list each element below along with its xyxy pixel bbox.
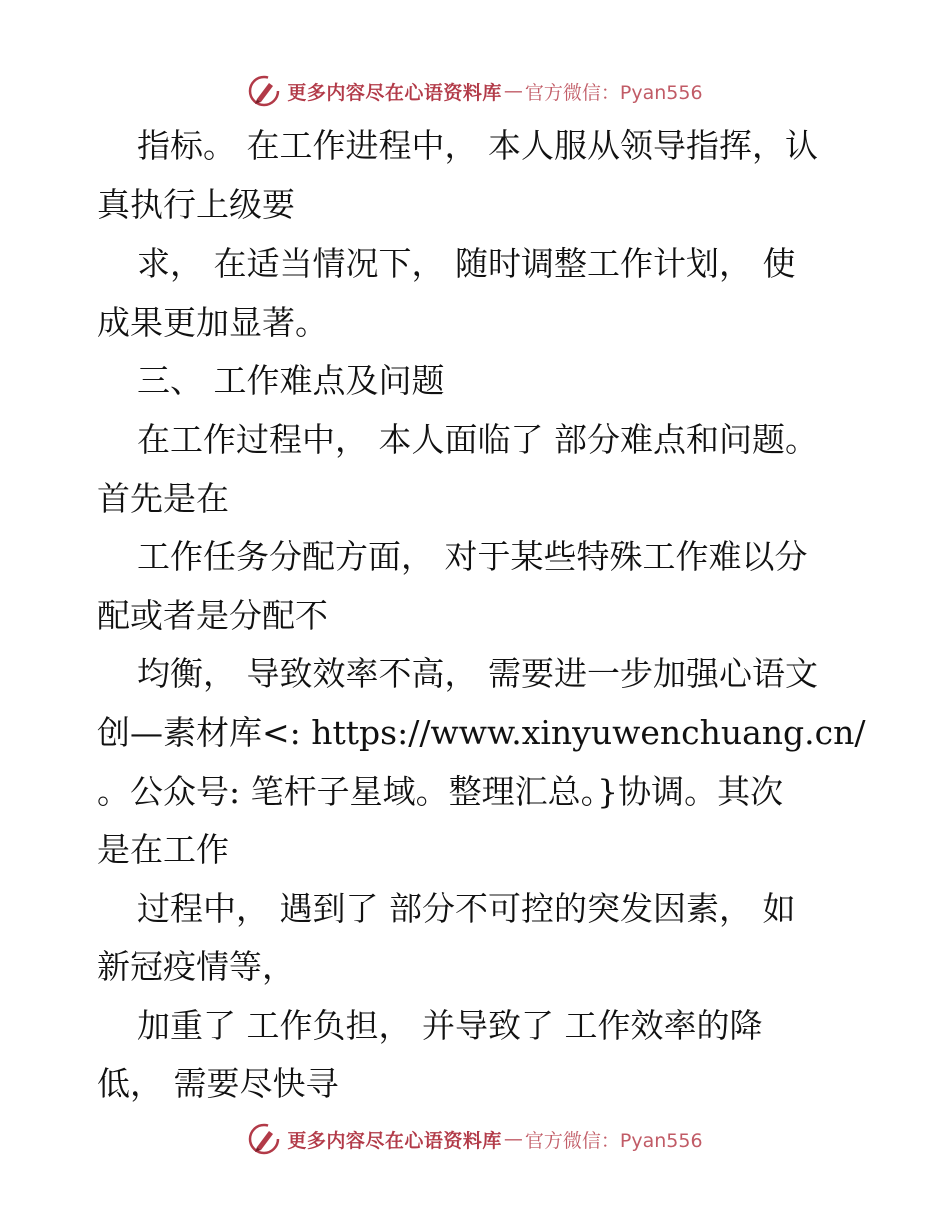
pen-nib-logo-icon xyxy=(247,1122,281,1156)
text-line: 。公众号: 笔杆子星域。整理汇总。}协调。其次 xyxy=(97,772,784,811)
section-heading: 三、 工作难点及问题 xyxy=(137,361,445,400)
text-line: 加重了 工作负担， 并导致了 工作效率的降 xyxy=(137,1006,763,1045)
text-line: 指标。 在工作进程中， 本人服从领导指挥，认 xyxy=(137,126,818,165)
text-line: 新冠疫情等， xyxy=(97,947,295,986)
text-line: 过程中， 遇到了 部分不可控的突发因素， 如 xyxy=(137,889,796,928)
text-line: 配或者是分配不 xyxy=(97,596,328,635)
banner-wechat-text: 官方微信：Pyan556 xyxy=(524,1129,703,1152)
banner-main-text: 更多内容尽在心语资料库 xyxy=(287,81,502,104)
text-line: 均衡， 导致效率不高， 需要进一步加强心语文 xyxy=(137,654,818,693)
text-line: 真执行上级要 xyxy=(97,185,295,224)
banner-separator: — xyxy=(503,1128,523,1150)
text-line: 求， 在适当情况下， 随时调整工作计划， 使 xyxy=(137,244,796,283)
text-line: 工作任务分配方面， 对于某些特殊工作难以分 xyxy=(137,537,808,576)
text-line: 低， 需要尽快寻 xyxy=(97,1064,339,1103)
banner-separator: — xyxy=(503,80,523,102)
banner-main-text: 更多内容尽在心语资料库 xyxy=(287,1129,502,1152)
text-line: 在工作过程中， 本人面临了 部分难点和问题。 xyxy=(137,420,818,459)
banner-wechat-text: 官方微信：Pyan556 xyxy=(524,81,703,104)
text-line: 是在工作 xyxy=(97,830,229,869)
text-line: 成果更加显著。 xyxy=(97,303,328,342)
footer-banner xyxy=(0,1119,950,1159)
text-line-url: 创—素材库<: https://www.xinyuwenchuang.cn/ xyxy=(97,713,866,752)
text-line: 首先是在 xyxy=(97,479,229,518)
